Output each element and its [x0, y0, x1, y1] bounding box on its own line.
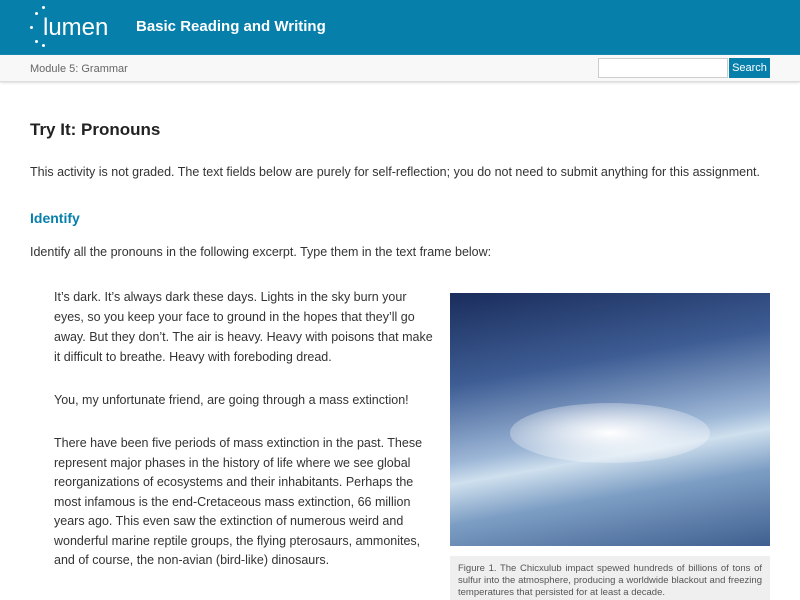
search-button[interactable]: Search [729, 58, 770, 78]
header [0, 0, 800, 55]
breadcrumb[interactable]: Module 5: Grammar [30, 63, 128, 75]
excerpt-paragraph: There have been five periods of mass extinction in the past. These represent major phases in the history of life where we see global reorganizations of ecosystems and their inhabitants. Perhaps the most infamous is the end-Cretaceous mass extinction, 66 million years ago. This even saw the extinction of numerous weird and wonderful marine reptile groups, the flying pterosaurs, ammonites, and of course, the non-avian (bird-like) dinosaurs. [54, 436, 423, 567]
section-heading: Identify [30, 210, 80, 226]
chicxulub-impact-image [450, 293, 770, 546]
lumen-logo[interactable]: lumen [30, 10, 110, 46]
excerpt-paragraph: You, my unfortunate friend, are going through a mass extinction! [54, 393, 409, 407]
course-title[interactable]: Basic Reading and Writing [136, 18, 326, 35]
figure-caption: Figure 1. The Chicxulub impact spewed hundreds of billions of tons of sulfur into the atmosphere, producing a worldwide blackout and freezing temperatures that persisted for at least a decade. [450, 556, 770, 600]
intro-text: This activity is not graded. The text fields below are purely for self-reflection; you do not need to submit anything for this assignment. [30, 165, 761, 179]
excerpt-paragraph: It’s dark. It’s always dark these days. Lights in the sky burn your eyes, so you keep your face to ground in the hopes that they’ll go away. But they don’t. The air is heavy. Heavy with poisons that make it difficult to breathe. Heavy with foreboding dread. [54, 290, 433, 364]
page-title: Try It: Pronouns [30, 120, 161, 139]
instruction-text: Identify all the pronouns in the following excerpt. Type them in the text frame below: [30, 245, 492, 259]
search-input[interactable] [598, 58, 728, 78]
